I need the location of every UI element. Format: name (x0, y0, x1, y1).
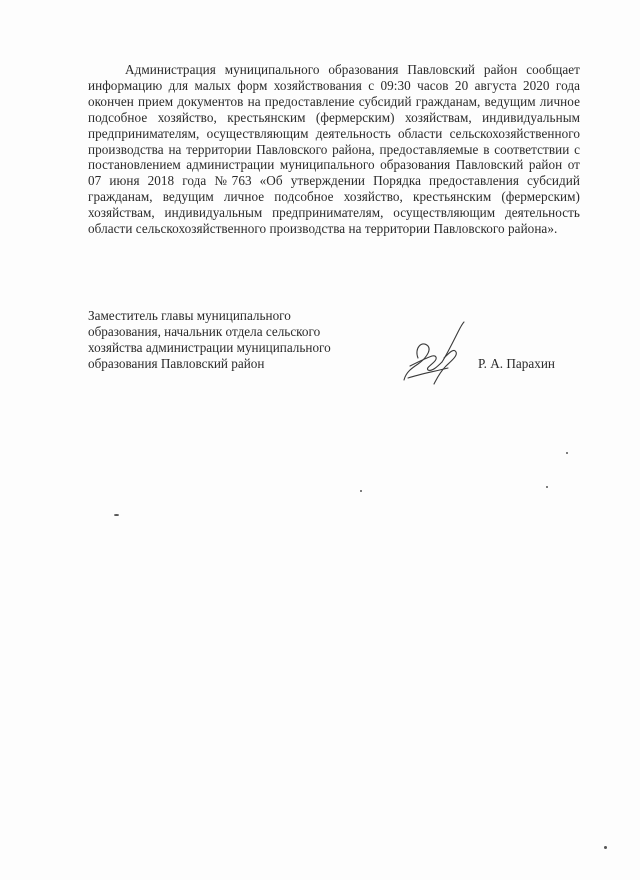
scan-speck (566, 452, 568, 454)
handwritten-signature (388, 318, 472, 392)
scan-speck (546, 486, 548, 488)
signatory-position (88, 308, 388, 372)
position-line-1: Заместитель главы муниципального (88, 308, 291, 323)
scan-speck (360, 490, 362, 492)
position-line-3: хозяйства администрации муниципального (88, 339, 331, 355)
position-line-4: образования Павловский район (88, 355, 265, 371)
scan-speck (604, 846, 607, 849)
position-line-2: образования, начальник отдела сельского (88, 323, 321, 339)
scan-speck (114, 514, 119, 516)
announcement-paragraph: Администрация муниципального образования Павловский район сообщает информацию для малых форм хозяйствования с 09:30 часов 20 августа 2020 года окончен прием документов на предоставление субсидий гражданам, ведущим личное подсобное хозяйство, крестьянским (фермерским) хозяйствам, индивидуальным предпринимателям, осуществляющим деятельность области сельскохозяйственного производства на территории Павловского района, предоставляемые в соответствии с постановлением администрации муниципального образования Павловский район от 07 июня 2018 года №763 «Об утверждении Порядка предоставления субсидий гражданам, ведущим личное подсобное хозяйство, крестьянским (фермерским) хозяйствам, индивидуальным предпринимателям, осуществляющим деятельность области сельскохозяйственного производства на территории Павловского района». (88, 62, 580, 237)
signer-name: Р. А. Парахин (478, 356, 555, 371)
